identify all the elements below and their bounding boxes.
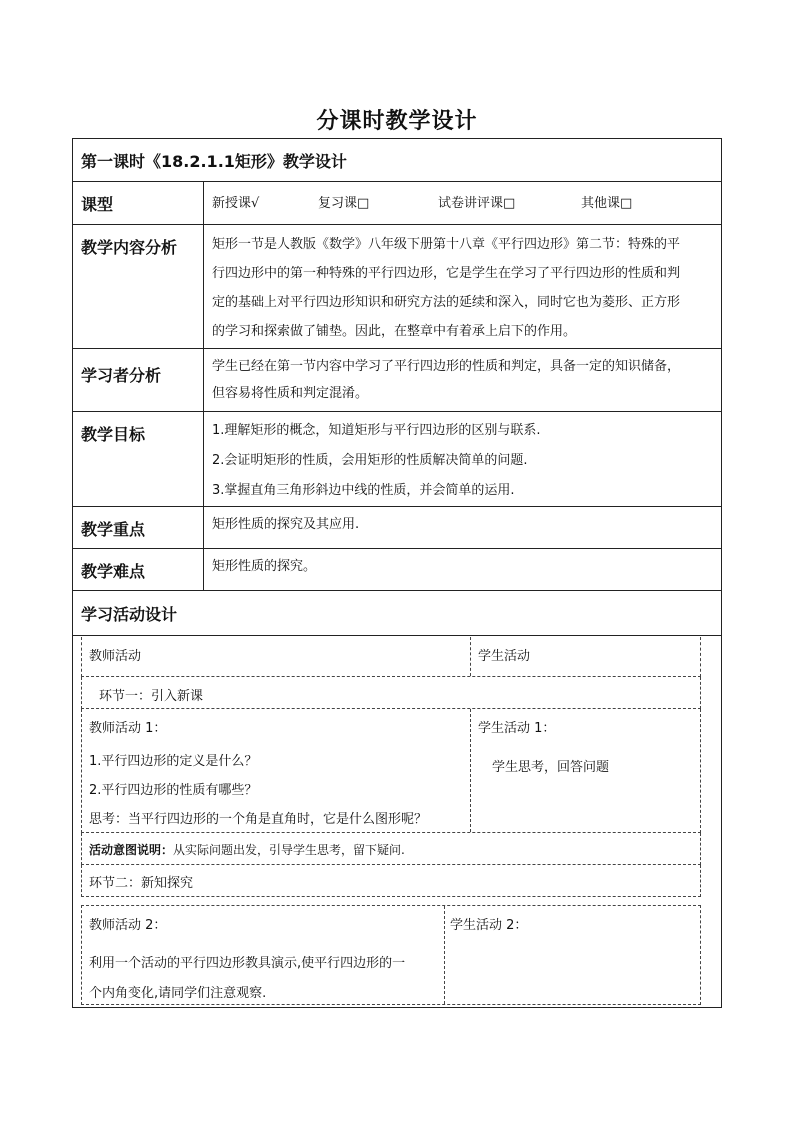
objective-item: 2.会证明矩形的性质，会用矩形的性质解决简单的问题. — [212, 453, 528, 468]
course-type-other: 其他课□ — [581, 196, 633, 211]
objectives-label: 教学目标 — [81, 425, 146, 444]
column-divider — [470, 637, 471, 676]
teacher-activity2-line: 个内角变化,请同学们注意观察. — [89, 986, 267, 1001]
teacher-activity1-line: 2.平行四边形的性质有哪些？ — [89, 783, 258, 798]
objectives-label-cell — [73, 412, 204, 506]
difficulty-text: 矩形性质的探究。 — [212, 559, 317, 574]
objectives-row — [73, 412, 721, 507]
student-activity2-title: 学生活动 2： — [450, 918, 528, 933]
content-analysis-line: 定的基础上对平行四边形知识和研究方法的延续和深入，同时它也为菱形、正方形 — [212, 295, 681, 310]
document-title: 分课时教学设计 — [316, 109, 478, 134]
learner-analysis-label-cell — [73, 349, 204, 411]
course-type-review: 复习课□ — [318, 196, 370, 211]
learner-analysis-line: 但容易将性质和判定混淆。 — [212, 386, 369, 401]
section1-title: 环节一：引入新课 — [99, 689, 204, 704]
student-activity-header: 学生活动 — [478, 649, 531, 664]
course-type-new: 新授课√ — [212, 196, 260, 211]
activity-design-label: 学习活动设计 — [81, 605, 178, 624]
content-analysis-line: 矩形一节是人教版《数学》八年级下册第十八章《平行四边形》第二节：特殊的平 — [212, 237, 681, 252]
content-analysis-text — [212, 230, 713, 346]
learner-analysis-row — [73, 349, 721, 412]
column-divider — [470, 709, 471, 832]
difficulty-label-cell — [73, 549, 204, 590]
intent-label: 活动意图说明： — [89, 843, 174, 857]
content-analysis-line: 行四边形中的第一种特殊的平行四边形，它是学生在学习了平行四边形的性质和判 — [212, 266, 681, 281]
intent-statement — [89, 841, 405, 858]
section1-row — [81, 677, 701, 709]
student-activity1-title: 学生活动 1： — [478, 721, 556, 736]
course-type-label: 课型 — [81, 195, 114, 214]
learner-analysis-line: 学生已经在第一节内容中学习了平行四边形的性质和判定，具备一定的知识储备， — [212, 359, 681, 374]
key-point-text: 矩形性质的探究及其应用. — [212, 517, 360, 532]
teacher-activity2-title: 教师活动 2： — [89, 918, 167, 933]
lesson-title-row — [73, 139, 721, 182]
key-point-row — [73, 507, 721, 549]
teacher-activity1-line: 思考：当平行四边形的一个角是直角时，它是什么图形呢？ — [89, 812, 428, 827]
activity2-row — [81, 905, 701, 1005]
content-analysis-row — [73, 225, 721, 349]
section2-title: 环节二：新知探究 — [89, 876, 194, 891]
objective-item: 1.理解矩形的概念，知道矩形与平行四边形的区别与联系. — [212, 423, 541, 438]
teacher-activity-header: 教师活动 — [89, 649, 142, 664]
intent-text: 从实际问题出发，引导学生思考，留下疑问. — [173, 843, 405, 857]
course-type-label-cell — [73, 182, 204, 224]
activity1-row — [81, 709, 701, 833]
content-analysis-label: 教学内容分析 — [81, 238, 178, 257]
content-analysis-line: 的学习和探索做了铺垫。因此，在整章中有着承上启下的作用。 — [212, 324, 577, 339]
teacher-activity2-line: 利用一个活动的平行四边形教具演示,使平行四边形的一 — [89, 956, 406, 971]
course-type-exam-review: 试卷讲评课□ — [438, 196, 516, 211]
content-analysis-label-cell — [73, 225, 204, 348]
key-point-label: 教学重点 — [81, 520, 146, 539]
objectives-text — [212, 416, 713, 506]
difficulty-row — [73, 549, 721, 591]
intent-row — [81, 833, 701, 865]
teacher-activity1-title: 教师活动 1： — [89, 721, 167, 736]
section2-row — [81, 865, 701, 897]
activity-design-row — [73, 591, 721, 636]
key-point-label-cell — [73, 507, 204, 548]
learner-analysis-text — [212, 353, 713, 407]
lesson-plan-table — [72, 138, 722, 1008]
course-type-row — [73, 182, 721, 225]
column-divider — [444, 906, 445, 1004]
learner-analysis-label: 学习者分析 — [81, 366, 162, 385]
student-activity1-text: 学生思考，回答问题 — [492, 760, 610, 775]
teacher-activity1-line: 1.平行四边形的定义是什么？ — [89, 754, 258, 769]
lesson-title: 第一课时《18.2.1.1矩形》教学设计 — [81, 152, 347, 171]
activity-header-row — [81, 637, 701, 677]
objective-item: 3.掌握直角三角形斜边中线的性质，并会简单的运用. — [212, 483, 515, 498]
difficulty-label: 教学难点 — [81, 562, 146, 581]
